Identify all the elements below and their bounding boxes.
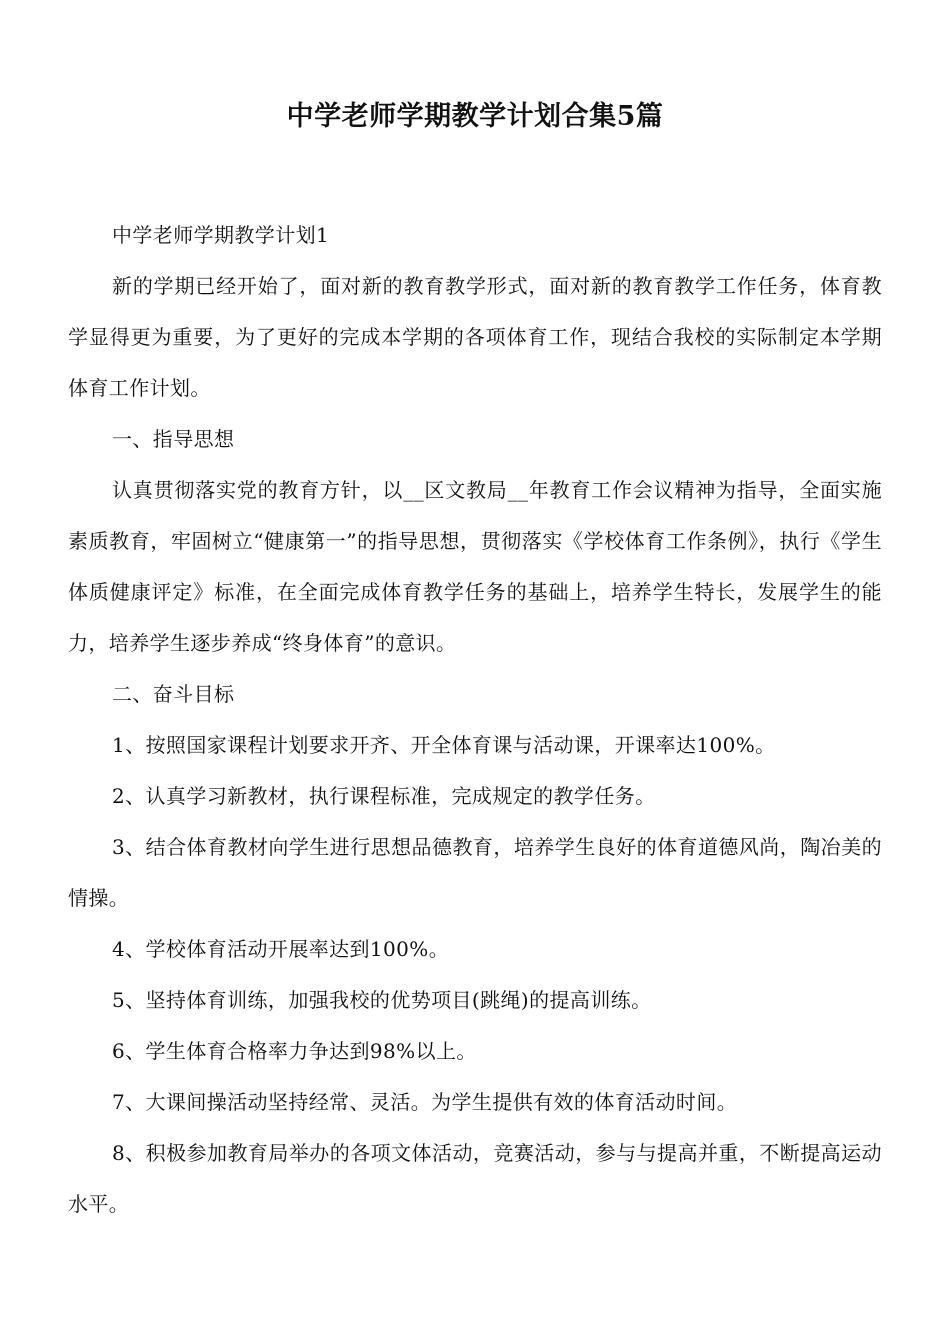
- section-heading-guiding-ideology: 一、指导思想: [112, 427, 235, 451]
- goal-item-2: 2、认真学习新教材，执行课程标准，完成规定的教学任务。: [112, 784, 656, 808]
- document-body: [68, 210, 882, 1230]
- goal-item-4: 4、学校体育活动开展率达到100%。: [112, 937, 450, 961]
- goal-item-8: 8、积极参加教育局举办的各项文体活动，竞赛活动，参与与提高并重，不断提高运动水平。: [68, 1141, 882, 1216]
- section-heading-plan-1: 中学老师学期教学计划1: [112, 223, 330, 247]
- document-title: 中学老师学期教学计划合集5篇: [286, 101, 664, 132]
- goal-item-5: 5、坚持体育训练，加强我校的优势项目(跳绳)的提高训练。: [112, 988, 652, 1012]
- guiding-ideology-paragraph: 认真贯彻落实党的教育方针，以__区文教局__年教育工作会议精神为指导，全面实施素质教育，牢固树立“健康第一”的指导思想，贯彻落实《学校体育工作条例》，执行《学生体质健康评定》标准，在全面完成体育教学任务的基础上，培养学生特长，发展学生的能力，培养学生逐步养成“终身体育”的意识。: [68, 478, 882, 655]
- section-heading-goals: 二、奋斗目标: [112, 682, 235, 706]
- goal-item-3: 3、结合体育教材向学生进行思想品德教育，培养学生良好的体育道德风尚，陶冶美的情操。: [68, 835, 882, 910]
- intro-paragraph: 新的学期已经开始了，面对新的教育教学形式，面对新的教育教学工作任务，体育教学显得更为重要，为了更好的完成本学期的各项体育工作，现结合我校的实际制定本学期体育工作计划。: [68, 274, 882, 400]
- goal-item-7: 7、大课间操活动坚持经常、灵活。为学生提供有效的体育活动时间。: [112, 1090, 738, 1114]
- goal-item-6: 6、学生体育合格率力争达到98%以上。: [112, 1039, 477, 1063]
- goal-item-1: 1、按照国家课程计划要求开齐、开全体育课与活动课，开课率达100%。: [112, 733, 776, 757]
